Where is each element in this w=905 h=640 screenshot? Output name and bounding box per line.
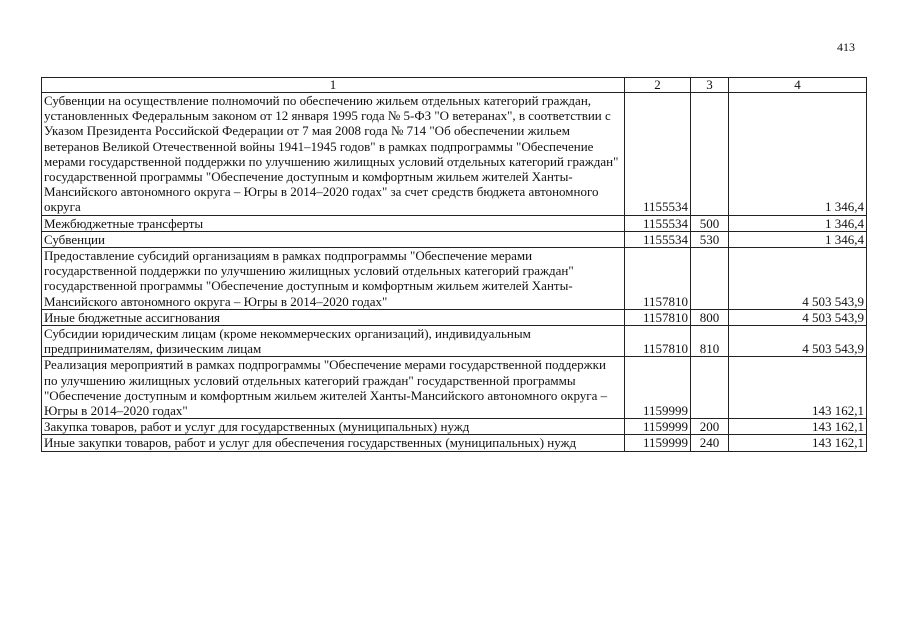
row-description: Закупка товаров, работ и услуг для государственных (муниципальных) нужд	[42, 419, 625, 435]
row-amount: 143 162,1	[729, 419, 867, 435]
table-row	[42, 419, 867, 435]
row-amount: 143 162,1	[729, 357, 867, 419]
row-expense-type	[691, 357, 729, 419]
table-row	[42, 309, 867, 325]
row-expense-type: 500	[691, 215, 729, 231]
budget-table	[41, 77, 867, 452]
row-description: Субвенции на осуществление полномочий по обеспечению жильем отдельных категорий граждан, установленных Федеральным законом от 12 января 1995 года № 5-ФЗ "О ветеранах", в соответствии с Указом Президента Российской Федерации от 7 мая 2008 года № 714 "Об обеспечении жильем ветеранов Великой Отечественной войны 1941–1945 годов" в рамках подпрограммы "Обеспечение мерами государственной поддержки по улучшению жилищных условий отдельных категорий граждан" государственной программы "Обеспечение доступным и комфортным жильем жителей Ханты-Мансийского автономного округа – Югры в 2014–2020 годах" за счет средств бюджета автономного округа	[42, 93, 625, 216]
row-target-code: 1157810	[625, 326, 691, 357]
table-row	[42, 231, 867, 247]
table-row	[42, 248, 867, 310]
row-description: Субсидии юридическим лицам (кроме некоммерческих организаций), индивидуальным предпринимателям, физическим лицам	[42, 326, 625, 357]
header-cell: 3	[691, 78, 729, 93]
row-expense-type: 200	[691, 419, 729, 435]
row-amount: 4 503 543,9	[729, 326, 867, 357]
row-target-code: 1155534	[625, 215, 691, 231]
header-cell: 4	[729, 78, 867, 93]
row-amount: 4 503 543,9	[729, 309, 867, 325]
row-amount: 1 346,4	[729, 215, 867, 231]
table-row	[42, 435, 867, 451]
row-description: Реализация мероприятий в рамках подпрограммы "Обеспечение мерами государственной поддержки по улучшению жилищных условий отдельных категорий граждан" государственной программы "Обеспечение доступным и комфортным жильем жителей Ханты-Мансийского автономного округа – Югры в 2014–2020 годах"	[42, 357, 625, 419]
row-description: Иные закупки товаров, работ и услуг для обеспечения государственных (муниципальных) нужд	[42, 435, 625, 451]
row-target-code: 1157810	[625, 309, 691, 325]
table-row	[42, 326, 867, 357]
row-target-code: 1159999	[625, 435, 691, 451]
row-target-code: 1159999	[625, 419, 691, 435]
row-target-code: 1155534	[625, 231, 691, 247]
row-expense-type: 240	[691, 435, 729, 451]
row-description: Предоставление субсидий организациям в рамках подпрограммы "Обеспечение мерами государственной поддержки по улучшению жилищных условий отдельных категорий граждан" государственной программы "Обеспечение доступным и комфортным жильем жителей Ханты-Мансийского автономного округа – Югры в 2014–2020 годах"	[42, 248, 625, 310]
row-description: Субвенции	[42, 231, 625, 247]
row-expense-type: 800	[691, 309, 729, 325]
row-target-code: 1157810	[625, 248, 691, 310]
row-description: Иные бюджетные ассигнования	[42, 309, 625, 325]
table-row	[42, 93, 867, 216]
row-amount: 1 346,4	[729, 231, 867, 247]
table-row	[42, 357, 867, 419]
page-number: 413	[837, 40, 855, 54]
row-amount: 4 503 543,9	[729, 248, 867, 310]
table-row	[42, 215, 867, 231]
table-header-row	[42, 78, 867, 93]
header-cell: 2	[625, 78, 691, 93]
row-expense-type	[691, 93, 729, 216]
row-target-code: 1155534	[625, 93, 691, 216]
row-expense-type	[691, 248, 729, 310]
row-expense-type: 810	[691, 326, 729, 357]
row-amount: 1 346,4	[729, 93, 867, 216]
row-amount: 143 162,1	[729, 435, 867, 451]
row-description: Межбюджетные трансферты	[42, 215, 625, 231]
header-cell: 1	[42, 78, 625, 93]
row-expense-type: 530	[691, 231, 729, 247]
row-target-code: 1159999	[625, 357, 691, 419]
